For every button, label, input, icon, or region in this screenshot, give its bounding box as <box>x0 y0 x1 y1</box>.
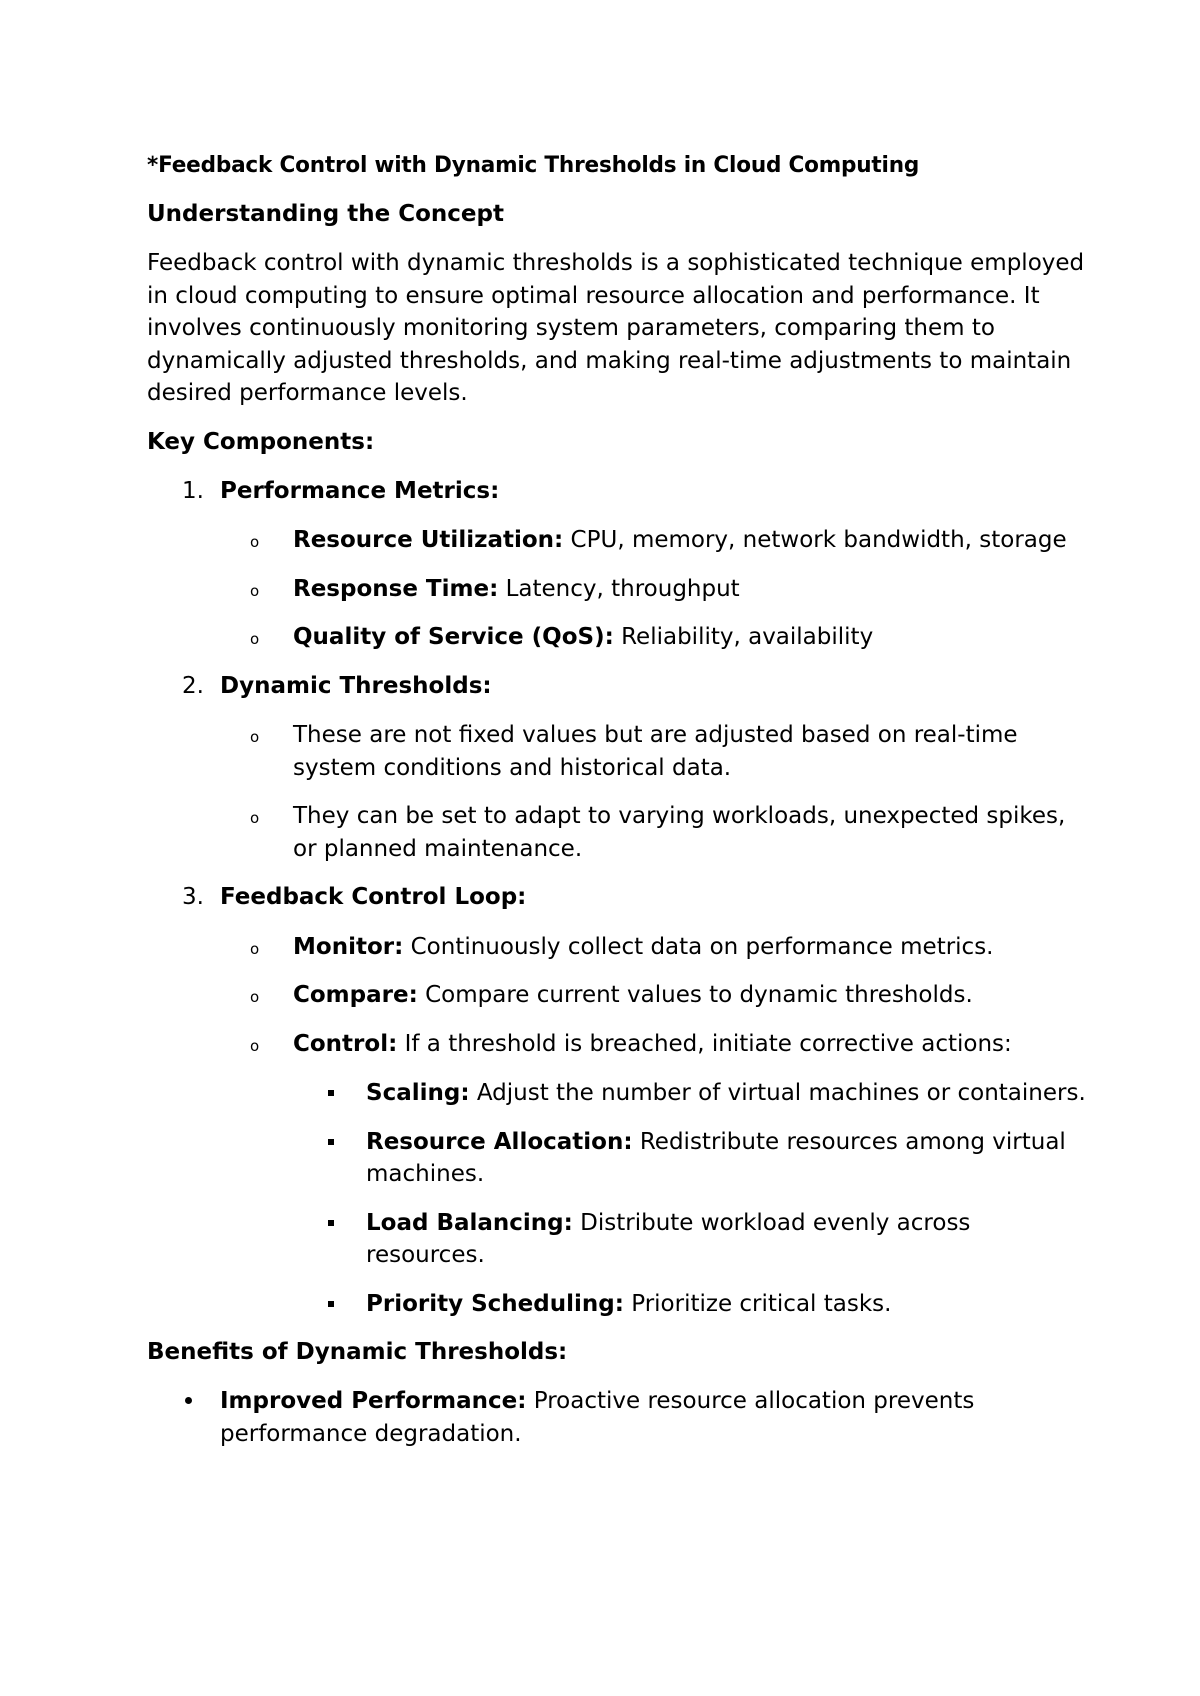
action-label: Scaling: <box>366 1080 470 1106</box>
action-item <box>293 1207 1087 1272</box>
sub-item-text: Compare current values to dynamic thresholds. <box>417 982 973 1008</box>
action-item <box>293 1288 1087 1321</box>
intro-paragraph: Feedback control with dynamic thresholds is a sophisticated technique employed in cloud computing to ensure optimal resource allocation and performance. It involves continuously monitoring system parameters, comparing them to dynamically adjusted thresholds, and making real-time adjustments to maintain desired performance levels. <box>147 250 1085 406</box>
section-heading-key-components: Key Components: <box>147 428 375 455</box>
square-bullet-icon <box>328 1139 334 1145</box>
sub-list-item <box>220 524 1087 557</box>
circle-bullet-icon: o <box>250 630 260 648</box>
list-number: 1. <box>182 477 204 504</box>
section-heading-benefits: Benefits of Dynamic Thresholds: <box>147 1339 568 1365</box>
benefit-item <box>147 1385 1087 1450</box>
circle-bullet-icon: o <box>250 728 260 746</box>
action-text: Distribute workload evenly across resources. <box>366 1209 971 1268</box>
circle-bullet-icon: o <box>250 533 260 551</box>
action-item <box>293 1126 1087 1191</box>
sub-list-item <box>220 931 1087 964</box>
sub-item-text: They can be set to adapt to varying workloads, unexpected spikes, or planned maintenance. <box>293 803 1066 862</box>
sub-item-label: Quality of Service (QoS): <box>293 624 614 650</box>
list-item-label: Feedback Control Loop: <box>220 884 527 910</box>
action-text: Redistribute resources among virtual machines. <box>366 1128 1066 1187</box>
dot-bullet-icon <box>185 1397 192 1404</box>
benefit-label: Improved Performance: <box>220 1388 527 1414</box>
corrective-actions-list <box>293 1077 1087 1320</box>
sub-list-item <box>220 621 1087 654</box>
square-bullet-icon <box>328 1301 334 1307</box>
action-text: Adjust the number of virtual machines or containers. <box>469 1080 1086 1106</box>
square-bullet-icon <box>328 1220 334 1226</box>
circle-bullet-icon: o <box>250 581 260 600</box>
sub-item-label: Compare: <box>293 982 418 1008</box>
sub-item-text: Latency, throughput <box>498 575 740 602</box>
circle-bullet-icon: o <box>250 939 260 958</box>
sub-list <box>220 931 1087 1321</box>
sub-list-item <box>220 979 1087 1012</box>
sub-item-label: Resource Utilization: <box>293 527 564 553</box>
action-item <box>293 1077 1087 1110</box>
list-item-label: Dynamic Thresholds: <box>220 672 492 699</box>
benefits-list <box>147 1385 1087 1450</box>
sub-list-item <box>220 1028 1087 1321</box>
sub-list <box>220 524 1087 654</box>
circle-bullet-icon: o <box>250 988 260 1006</box>
benefit-text: Proactive resource allocation prevents performance degradation. <box>220 1388 975 1447</box>
action-label: Load Balancing: <box>366 1209 573 1236</box>
list-item <box>147 670 1087 866</box>
sub-item-text: Reliability, availability <box>613 624 874 650</box>
section-heading-understanding: Understanding the Concept <box>147 201 504 227</box>
sub-item-label: Monitor: <box>293 933 404 960</box>
list-item <box>147 881 1087 1320</box>
sub-list-item <box>220 573 1087 606</box>
list-number: 2. <box>182 672 204 699</box>
action-text: Prioritize critical tasks. <box>623 1290 892 1317</box>
action-label: Resource Allocation: <box>366 1128 633 1155</box>
sub-list-item <box>220 800 1087 865</box>
sub-item-text: Continuously collect data on performance metrics. <box>403 933 994 960</box>
list-number: 3. <box>182 884 204 910</box>
square-bullet-icon <box>328 1090 334 1096</box>
list-item <box>147 475 1087 654</box>
sub-item-text: If a threshold is breached, initiate corrective actions: <box>397 1030 1012 1057</box>
sub-item-text: These are not fixed values but are adjusted based on real-time system conditions and historical data. <box>293 722 1018 781</box>
list-item-label: Performance Metrics: <box>220 477 500 504</box>
action-label: Priority Scheduling: <box>366 1290 624 1317</box>
sub-list-item <box>220 719 1087 784</box>
document-title: *Feedback Control with Dynamic Thresholds in Cloud Computing <box>147 153 920 178</box>
sub-item-label: Response Time: <box>293 575 499 602</box>
circle-bullet-icon: o <box>250 1036 260 1055</box>
sub-item-text: CPU, memory, network bandwidth, storage <box>563 527 1067 553</box>
sub-list <box>220 719 1087 865</box>
sub-item-label: Control: <box>293 1030 398 1057</box>
circle-bullet-icon: o <box>250 809 260 827</box>
key-components-list <box>147 475 1087 1321</box>
document-page <box>147 150 1087 1466</box>
